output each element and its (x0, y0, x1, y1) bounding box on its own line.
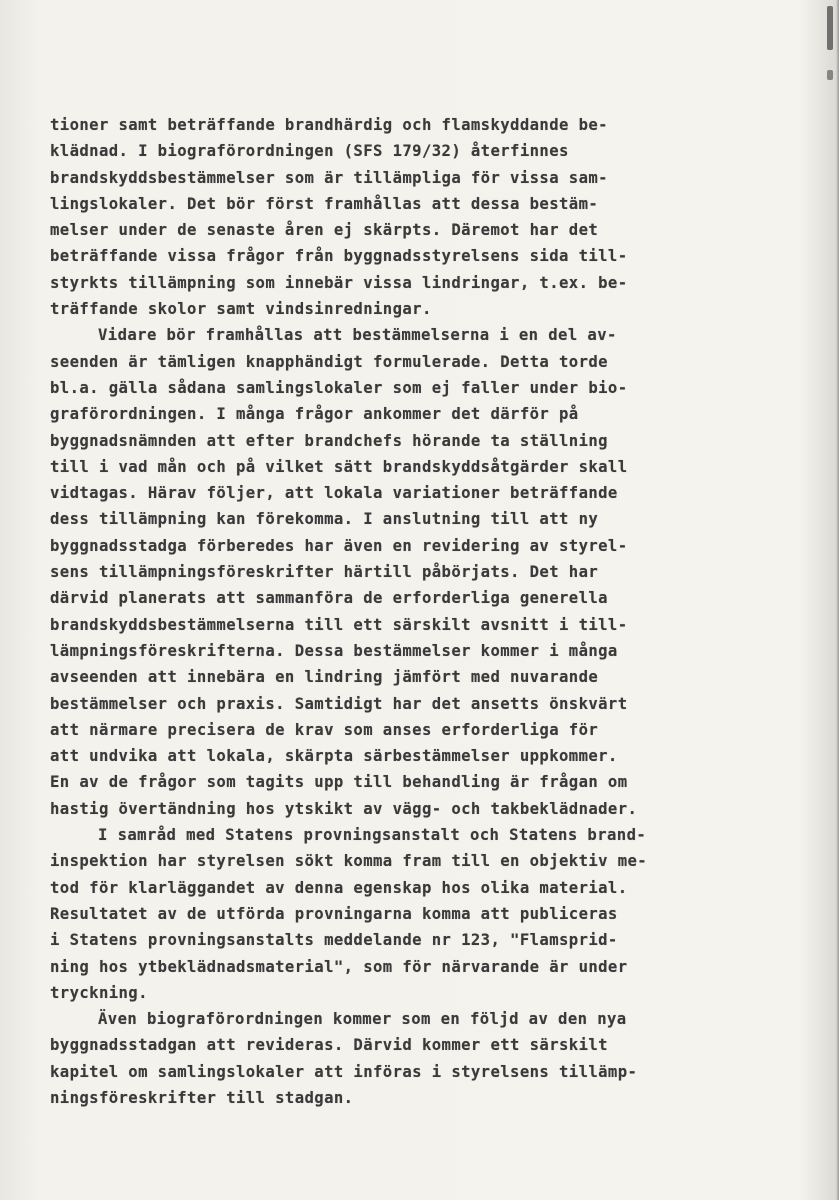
text-line: kapitel om samlingslokaler att införas i styrelsens tillämp- (50, 1062, 638, 1081)
text-line: träffande skolor samt vindsinredningar. (50, 300, 432, 319)
text-line: lingslokaler. Det bör först framhållas att dessa bestäm- (50, 194, 599, 213)
text-line: klädnad. I biograförordningen (SFS 179/32) återfinnes (50, 142, 569, 161)
text-line: I samråd med Statens provningsanstalt och Statens brand- (98, 826, 647, 845)
text-line: beträffande vissa frågor från byggnadsstyrelsens sida till- (50, 247, 628, 266)
text-line: seenden är tämligen knapphändigt formulerade. Detta torde (50, 352, 608, 371)
text-line: dess tillämpning kan förekomma. I anslutning till att ny (50, 510, 599, 529)
text-line: brandskyddsbestämmelser som är tillämpliga för vissa sam- (50, 168, 608, 187)
text-line: En av de frågor som tagits upp till behandling är frågan om (50, 773, 628, 792)
text-line: bestämmelser och praxis. Samtidigt har det ansetts önskvärt (50, 694, 628, 713)
text-line: Även biograförordningen kommer som en följd av den nya (98, 1010, 627, 1029)
text-line: byggnadsnämnden att efter brandchefs hörande ta ställning (50, 431, 608, 450)
text-line: hastig övertändning hos ytskikt av vägg- och takbeklädnader. (50, 799, 638, 818)
text-line: ningsföreskrifter till stadgan. (50, 1088, 354, 1107)
text-line: byggnadsstadgan att revideras. Därvid kommer ett särskilt (50, 1036, 608, 1055)
text-line: Vidare bör framhållas att bestämmelserna i en del av- (98, 326, 617, 345)
text-line: lämpningsföreskrifterna. Dessa bestämmelser kommer i många (50, 641, 618, 660)
text-line: graförordningen. I många frågor ankommer det därför på (50, 405, 579, 424)
text-line: tod för klarläggandet av denna egenskap hos olika material. (50, 878, 628, 897)
text-line: till i vad mån och på vilket sätt brandskyddsåtgärder skall (50, 457, 628, 476)
text-line: att närmare precisera de krav som anses erforderliga för (50, 720, 599, 739)
text-line: ning hos ytbeklädnadsmaterial", som för närvarande är under (50, 957, 628, 976)
text-line: att undvika att lokala, skärpta särbestämmelser uppkommer. (50, 747, 618, 766)
text-line: styrkts tillämpning som innebär vissa lindringar, t.ex. be- (50, 273, 628, 292)
text-line: bl.a. gälla sådana samlingslokaler som ej faller under bio- (50, 378, 628, 397)
text-line: inspektion har styrelsen sökt komma fram till en objektiv me- (50, 852, 648, 871)
text-line: melser under de senaste åren ej skärpts. Däremot har det (50, 221, 599, 240)
text-line: Resultatet av de utförda provningarna komma att publiceras (50, 904, 618, 923)
text-line: tryckning. (50, 983, 148, 1002)
text-line: byggnadsstadga förberedes har även en revidering av styrel- (50, 536, 628, 555)
text-line: därvid planerats att sammanföra de erforderliga generella (50, 589, 608, 608)
text-line: avseenden att innebära en lindring jämfört med nuvarande (50, 668, 599, 687)
text-line: tioner samt beträffande brandhärdig och flamskyddande be- (50, 116, 608, 134)
text-line: sens tillämpningsföreskrifter härtill påbörjats. Det har (50, 563, 599, 582)
typewritten-text-body (50, 112, 790, 1111)
text-line: vidtagas. Härav följer, att lokala variationer beträffande (50, 484, 618, 503)
text-line: i Statens provningsanstalts meddelande nr 123, "Flamsprid- (50, 931, 618, 950)
page-edge-mark-small (827, 70, 833, 80)
page-edge-mark (827, 6, 833, 50)
text-line: brandskyddsbestämmelserna till ett särskilt avsnitt i till- (50, 615, 628, 634)
